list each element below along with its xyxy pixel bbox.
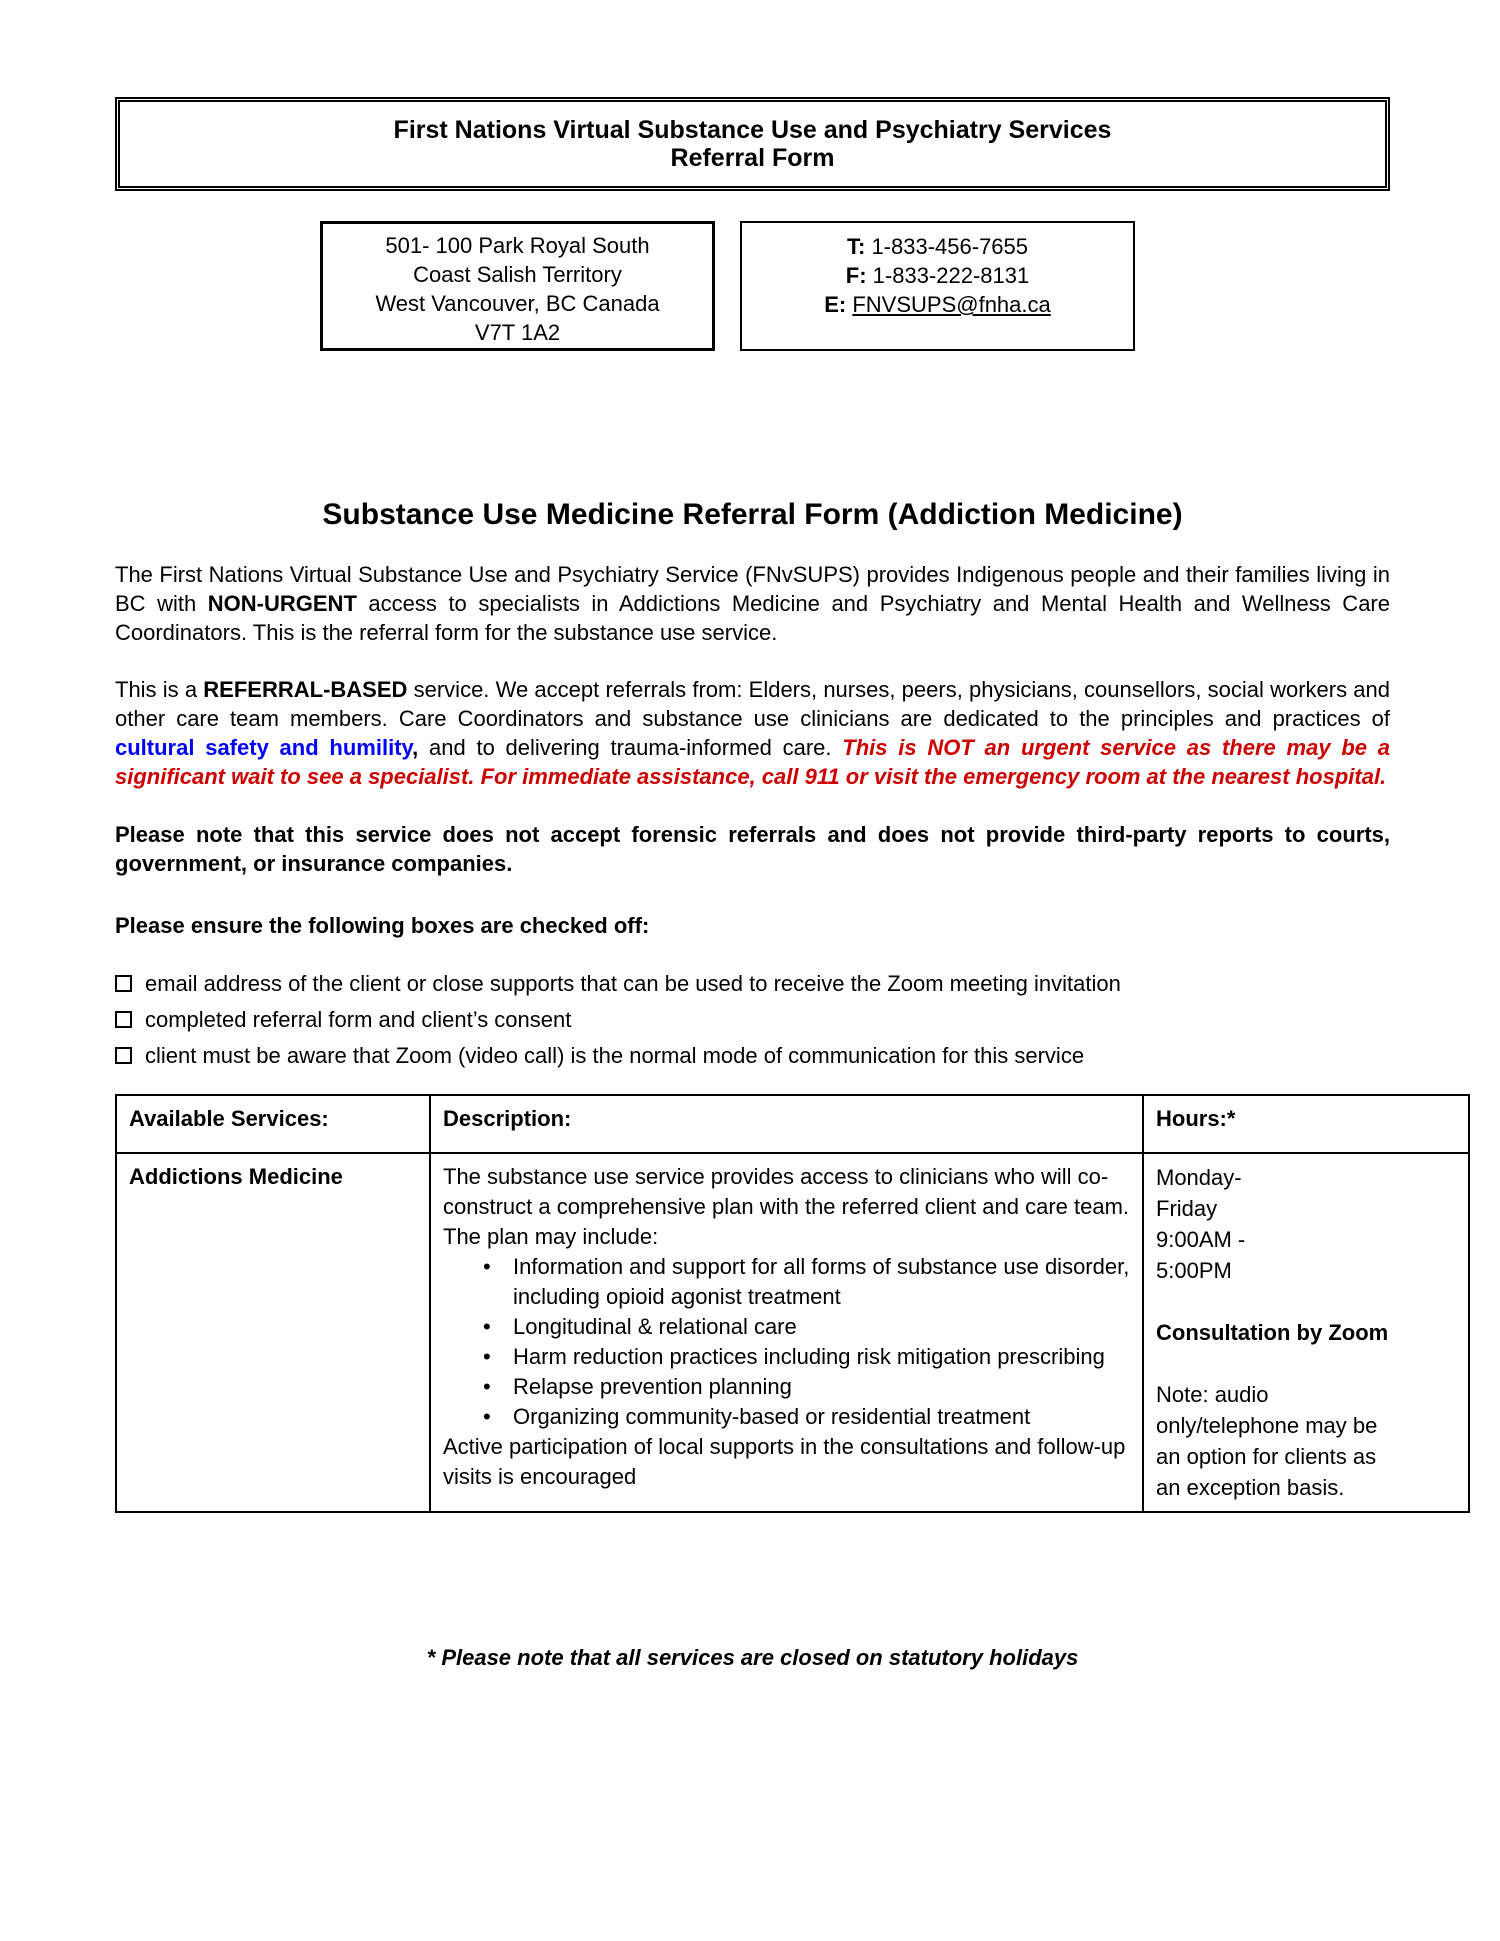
checklist xyxy=(115,966,1390,1074)
checklist-item-label: client must be aware that Zoom (video call) is the normal mode of communication for this service xyxy=(145,1043,1085,1068)
urgent-warning-text: This is NOT an urgent service as there may be a significant wait to see a specialist. For immediate assistance, call 911 or visit the emergency room at the nearest hospital. xyxy=(115,735,1390,789)
title-box xyxy=(115,97,1390,191)
forensic-notice: Please note that this service does not accept forensic referrals and does not provide third-party reports to courts, government, or insurance companies. xyxy=(115,822,1390,876)
referral-text: This is a xyxy=(115,677,204,702)
hours-cell xyxy=(1143,1153,1469,1512)
checklist-heading: Please ensure the following boxes are checked off: xyxy=(115,913,650,938)
checklist-item xyxy=(115,966,1390,1002)
referral-comma: , xyxy=(412,735,419,760)
referral-text: service. We accept referrals from: Elders, nurses, peers, physicians, counsellors, social workers and other care team members. Care Coordinators and substance use clinicians are dedicated to the principles and practices of xyxy=(115,677,1390,731)
description-intro: The substance use service provides access to clinicians who will co-construct a comprehensive plan with the referred client and care team. The plan may include: xyxy=(443,1164,1130,1249)
checklist-item-label: completed referral form and client’s consent xyxy=(145,1007,572,1032)
referral-text: and to delivering trauma-informed care. xyxy=(418,735,843,760)
hours-note-line: an exception basis. xyxy=(1156,1475,1345,1500)
intro-text: The First Nations Virtual Substance Use and Psychiatry Service (FNvSUPS) provides Indigenous people and their families living in BC with xyxy=(115,562,1390,616)
description-bullet: • Organizing community-based or residential treatment xyxy=(443,1402,1130,1432)
phone-row xyxy=(742,232,1133,261)
address-line: Coast Salish Territory xyxy=(413,262,622,287)
address-box xyxy=(320,221,715,351)
description-bullet-list xyxy=(443,1252,1130,1432)
address-line: 501- 100 Park Royal South xyxy=(385,233,650,258)
email-link[interactable]: FNVSUPS@fnha.ca xyxy=(852,292,1051,317)
form-title-line2: Referral Form xyxy=(670,144,835,172)
address-line: V7T 1A2 xyxy=(474,320,561,345)
hours-schedule-line: 9:00AM - xyxy=(1156,1227,1246,1252)
contact-box xyxy=(740,221,1135,351)
checklist-item xyxy=(115,1038,1390,1074)
fax-label: F: xyxy=(845,263,867,288)
intro-text: access to specialists in Addictions Medicine and Psychiatry and Mental Health and Wellness Care Coordinators. This is the referral form for the substance use service. xyxy=(115,591,1390,645)
description-bullet: • Relapse prevention planning xyxy=(443,1372,1130,1402)
phone-number: 1-833-456-7655 xyxy=(871,234,1029,259)
email-label: E: xyxy=(824,292,847,317)
service-name-cell: Addictions Medicine xyxy=(116,1153,430,1512)
cultural-safety-emphasis: cultural safety and humility xyxy=(115,735,413,760)
org-info-row xyxy=(115,221,1390,351)
header-hours: Hours:* xyxy=(1143,1095,1469,1153)
fax-number: 1-833-222-8131 xyxy=(872,263,1030,288)
checkbox-icon xyxy=(115,1011,132,1028)
document-heading: Substance Use Medicine Referral Form (Addiction Medicine) xyxy=(322,498,1183,531)
non-urgent-emphasis: NON-URGENT xyxy=(207,591,357,616)
table-header-row xyxy=(116,1095,1469,1153)
intro-paragraph xyxy=(115,560,1390,647)
hours-note-line: Note: audio xyxy=(1156,1382,1269,1407)
table-row xyxy=(116,1153,1469,1512)
checkbox-icon xyxy=(115,975,132,992)
hours-schedule-line: Friday xyxy=(1156,1196,1218,1221)
description-bullet: • Harm reduction practices including risk mitigation prescribing xyxy=(443,1342,1130,1372)
email-row xyxy=(742,290,1133,319)
description-bullet: • Information and support for all forms of substance use disorder, including opioid agonist treatment xyxy=(443,1252,1130,1312)
referral-paragraph xyxy=(115,675,1390,791)
header-available-services: Available Services: xyxy=(116,1095,430,1153)
hours-schedule-line: Monday- xyxy=(1156,1165,1242,1190)
consultation-by-zoom-label: Consultation by Zoom xyxy=(1156,1320,1389,1345)
hours-schedule-line: 5:00PM xyxy=(1156,1258,1232,1283)
hours-note-line: only/telephone may be xyxy=(1156,1413,1378,1438)
checklist-item xyxy=(115,1002,1390,1038)
fax-row xyxy=(742,261,1133,290)
phone-label: T: xyxy=(846,234,866,259)
description-outro: Active participation of local supports in the consultations and follow-up visits is encouraged xyxy=(443,1434,1126,1489)
checkbox-icon xyxy=(115,1047,132,1064)
referral-based-emphasis: REFERRAL-BASED xyxy=(203,677,408,702)
services-table xyxy=(115,1094,1470,1513)
hours-note xyxy=(1156,1379,1456,1503)
header-description: Description: xyxy=(430,1095,1143,1153)
hours-note-line: an option for clients as xyxy=(1156,1444,1377,1469)
statutory-holidays-footnote: * Please note that all services are closed on statutory holidays xyxy=(426,1645,1079,1670)
description-cell xyxy=(430,1153,1143,1512)
form-title-line1: First Nations Virtual Substance Use and Psychiatry Services xyxy=(393,116,1112,144)
address-line: West Vancouver, BC Canada xyxy=(375,291,660,316)
checklist-item-label: email address of the client or close supports that can be used to receive the Zoom meeting invitation xyxy=(145,971,1121,996)
description-bullet: • Longitudinal & relational care xyxy=(443,1312,1130,1342)
